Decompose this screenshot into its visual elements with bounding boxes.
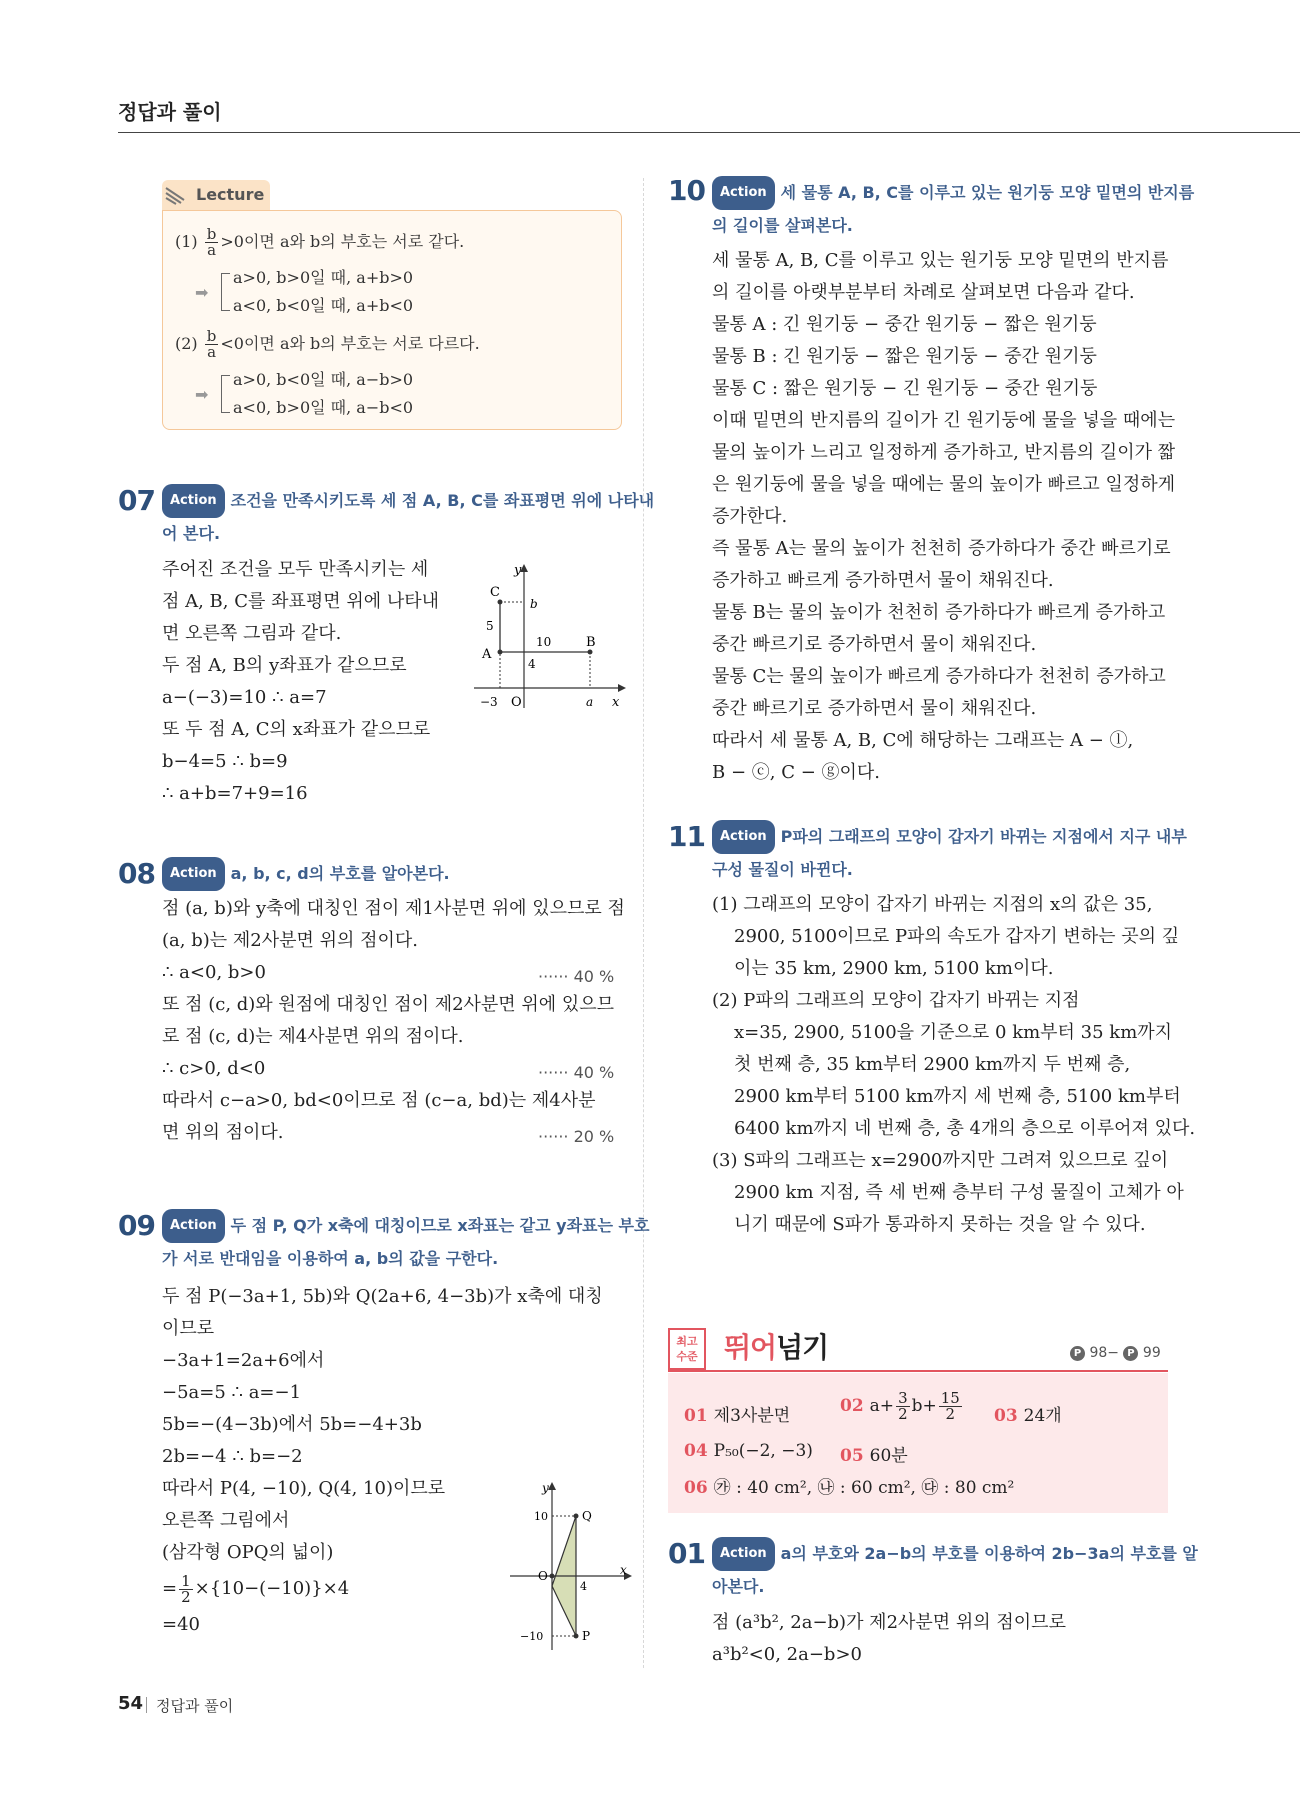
solution-line: 의 길이를 아랫부분부터 차례로 살펴보면 다음과 같다. (712, 282, 1135, 303)
solution-line: −5a=5 ∴ a=−1 (162, 1382, 302, 1403)
frac-num: 15 (940, 1389, 960, 1407)
frac-den: a (207, 241, 217, 259)
solution-line: 니기 때문에 S파가 통과하지 못하는 것을 알 수 있다. (734, 1214, 1146, 1235)
solution-line: 중간 빠르기로 증가하면서 물이 채워진다. (712, 698, 1037, 719)
badge-line-1: 최고 (676, 1335, 698, 1348)
page-number: 54 (118, 1693, 144, 1714)
answer-05 (840, 1441, 908, 1466)
lecture-l1-prefix: (1) (175, 232, 203, 251)
footer-label: 정답과 풀이 (156, 1697, 234, 1715)
solution-line: (3) S파의 그래프는 x=2900까지만 그려져 있으므로 깊이 (712, 1150, 1169, 1171)
s01-solution (712, 1607, 1066, 1671)
solution-line: 세 물통 A, B, C를 이루고 있는 원기둥 모양 밑면의 반지름 (712, 250, 1169, 271)
point-C (498, 600, 503, 605)
badge-line-2: 수준 (676, 1350, 698, 1363)
answers-box (668, 1373, 1168, 1513)
lecture-l2-b: a<0, b>0일 때, a−b<0 (233, 398, 414, 417)
solution-line: 첫 번째 층, 35 km부터 2900 km까지 두 번째 층, (734, 1054, 1131, 1075)
solution-line: 물통 B : 긴 원기둥 − 짧은 원기둥 − 중간 원기둥 (712, 346, 1097, 367)
question-number: 08 (118, 857, 155, 890)
solution-line: 물통 A : 긴 원기둥 − 중간 원기둥 − 짧은 원기둥 (712, 314, 1097, 335)
area-rest: ×{10−(−10)}×4 (194, 1578, 350, 1599)
action-text-1: 두 점 P, Q가 x축에 대칭이므로 x좌표는 같고 y좌표는 부호 (230, 1216, 650, 1235)
frac-den: 2 (945, 1405, 956, 1423)
page-start: 98− (1089, 1345, 1119, 1361)
solution-line: 이는 35 km, 2900 km, 5100 km이다. (734, 958, 1054, 979)
label-neg10: −10 (520, 1630, 544, 1643)
y-axis-arrow (548, 1482, 556, 1490)
point-A (498, 650, 503, 655)
solution-line: 로 점 (c, d)는 제4사분면 위의 점이다. (162, 1026, 464, 1047)
solution-line: 은 원기둥에 물을 넣을 때에는 물의 높이가 빠르고 일정하게 (712, 474, 1176, 495)
solution-line: ∴ c>0, d<0 (162, 1058, 266, 1079)
header-rule (118, 132, 1300, 133)
area-result: =40 (162, 1614, 200, 1635)
answer-number: 03 (994, 1406, 1018, 1426)
answer-03 (994, 1401, 1062, 1426)
title-black: 넘기 (776, 1331, 829, 1364)
label-10: 10 (536, 635, 552, 649)
frac-den: 2 (181, 1587, 191, 1606)
label-P: P (582, 1629, 591, 1643)
label-A: A (482, 647, 492, 662)
action-text-2: 가 서로 반대임을 이용하여 a, b의 값을 구한다. (162, 1249, 499, 1268)
action-badge: Action (162, 484, 225, 518)
arrow-right-icon: ➡ (195, 283, 209, 302)
action-hint (162, 484, 654, 550)
fraction-b-over-a-2 (205, 329, 219, 360)
answer-number: 04 (684, 1441, 708, 1461)
solution-line: 이때 밑면의 반지름의 길이가 긴 원기둥에 물을 넣을 때에는 (712, 410, 1176, 431)
point-O (550, 1574, 555, 1579)
point-Q (574, 1514, 579, 1519)
action-text-2: 아본다. (712, 1577, 765, 1596)
point-P (574, 1634, 579, 1639)
solution-line: 면 오른쪽 그림과 같다. (162, 623, 342, 644)
solution-line: 이므로 (162, 1318, 215, 1339)
bracket (221, 273, 230, 311)
action-text-2: 의 길이를 살펴본다. (712, 216, 853, 235)
action-hint (712, 820, 1187, 886)
action-text-1: 세 물통 A, B, C를 이루고 있는 원기둥 모양 밑면의 반지름 (780, 183, 1195, 202)
solution-line: 즉 물통 A는 물의 높이가 천천히 증가하다가 중간 빠르기로 (712, 538, 1171, 559)
solution-line: 중간 빠르기로 증가하면서 물이 채워진다. (712, 634, 1037, 655)
solution-line: 두 점 A, B의 y좌표가 같으므로 (162, 655, 407, 676)
title-red: 뛰어 (724, 1331, 777, 1364)
x-label: x (620, 1563, 627, 1577)
score-percent: ······ 20 % (538, 1127, 615, 1146)
page-icon: P (1123, 1346, 1138, 1361)
action-text-1: P파의 그래프의 모양이 갑자기 바뀌는 지점에서 지구 내부 (780, 827, 1187, 846)
page-header-title: 정답과 풀이 (118, 100, 222, 124)
solution-line: 6400 km까지 네 번째 층, 총 4개의 층으로 이루어져 있다. (734, 1118, 1196, 1139)
answer-06 (684, 1473, 1014, 1498)
page-icon: P (1070, 1346, 1085, 1361)
solution-line: −3a+1=2a+6에서 (162, 1350, 325, 1371)
answer-04 (684, 1441, 813, 1461)
solution-line: ∴ a<0, b>0 (162, 962, 266, 983)
label-5: 5 (486, 619, 494, 633)
q11-solution (712, 889, 1195, 1241)
lecture-tab (162, 180, 270, 210)
solution-line: 증가하고 빠르게 증가하면서 물이 채워진다. (712, 570, 1054, 591)
action-badge: Action (162, 857, 225, 891)
solution-line: 오른쪽 그림에서 (162, 1510, 290, 1531)
frac-num: b (206, 327, 217, 345)
answer-part: a+ (869, 1396, 895, 1416)
lecture-line-1 (175, 227, 464, 258)
fraction-one-half (179, 1571, 193, 1606)
answer-number: 06 (684, 1478, 708, 1498)
q09-triangle-graph (506, 1480, 636, 1654)
label-b: b (530, 597, 538, 611)
frac-den: a (207, 343, 217, 361)
action-hint (162, 1209, 649, 1275)
action-badge: Action (712, 1537, 775, 1571)
label-4: 4 (580, 1580, 587, 1593)
solution-line: 증가한다. (712, 506, 788, 527)
solution-line: 주어진 조건을 모두 만족시키는 세 (162, 559, 429, 580)
answer-02 (840, 1391, 964, 1422)
action-text-2: 어 본다. (162, 524, 221, 543)
arrow-right-icon: ➡ (195, 385, 209, 404)
section-level-badge (668, 1328, 706, 1370)
answer-01 (684, 1401, 790, 1426)
answer-value: 24개 (1023, 1406, 1062, 1426)
solution-line: (1) 그래프의 모양이 갑자기 바뀌는 지점의 x의 값은 35, (712, 894, 1153, 915)
solution-line: (a, b)는 제2사분면 위의 점이다. (162, 930, 418, 951)
column-divider (643, 178, 644, 1668)
origin-label: O (511, 695, 522, 710)
answer-value: 60분 (869, 1446, 908, 1466)
question-number: 07 (118, 484, 155, 517)
solution-line: 두 점 P(−3a+1, 5b)와 Q(2a+6, 4−3b)가 x축에 대칭 (162, 1286, 603, 1307)
solution-line: (2) P파의 그래프의 모양이 갑자기 바뀌는 지점 (712, 990, 1080, 1011)
action-badge: Action (162, 1209, 225, 1243)
action-text-2: 구성 물질이 바뀐다. (712, 860, 853, 879)
answer-value: 제3사분면 (713, 1406, 791, 1426)
answer-number: 01 (684, 1406, 708, 1426)
x-label: x (612, 695, 620, 710)
q10-solution (712, 245, 1175, 789)
solution-line: x=35, 2900, 5100을 기준으로 0 km부터 35 km까지 (734, 1022, 1173, 1043)
lecture-l1-rest: >0이면 a와 b의 부호는 서로 같다. (220, 232, 465, 251)
fraction-b-over-a-1 (205, 227, 219, 258)
solution-line: B − ⓒ, C − ⓖ이다. (712, 762, 880, 783)
lecture-box (162, 210, 622, 430)
question-number: 01 (668, 1537, 705, 1570)
label-C: C (490, 585, 500, 600)
q07-solution (162, 554, 439, 810)
action-badge: Action (712, 820, 775, 854)
solution-line: 점 A, B, C를 좌표평면 위에 나타내 (162, 591, 440, 612)
point-B (588, 650, 593, 655)
solution-line: 2b=−4 ∴ b=−2 (162, 1446, 303, 1467)
lecture-line-2 (175, 329, 480, 360)
answer-value: P₅₀(−2, −3) (713, 1441, 813, 1461)
solution-line: 5b=−(4−3b)에서 5b=−4+3b (162, 1414, 422, 1435)
label-a: a (586, 695, 594, 709)
label-neg3: −3 (480, 695, 498, 709)
answer-part: b+ (911, 1396, 937, 1416)
solution-line: 점 (a, b)와 y축에 대칭인 점이 제1사분면 위에 있으므로 점 (162, 898, 625, 919)
solution-line: 물통 B는 물의 높이가 천천히 증가하다가 빠르게 증가하고 (712, 602, 1166, 623)
question-number: 10 (668, 174, 705, 207)
fraction-15-2 (939, 1391, 962, 1422)
action-text: a, b, c, d의 부호를 알아본다. (230, 864, 450, 883)
solution-line: 점 (a³b², 2a−b)가 제2사분면 위의 점이므로 (712, 1612, 1066, 1633)
solution-line: 2900 km부터 5100 km까지 세 번째 층, 5100 km부터 (734, 1086, 1181, 1107)
frac-num: b (206, 225, 217, 243)
eq-sign: = (162, 1578, 178, 1599)
q08-solution (162, 893, 625, 1149)
section-title (724, 1326, 828, 1366)
solution-line: 물의 높이가 느리고 일정하게 증가하고, 반지름의 길이가 짧 (712, 442, 1176, 463)
section-page-range (1070, 1345, 1161, 1361)
solution-line: 물통 C는 물의 높이가 빠르게 증가하다가 천천히 증가하고 (712, 666, 1166, 687)
lecture-l2-prefix: (2) (175, 334, 203, 353)
answer-number: 02 (840, 1396, 864, 1416)
action-text-1: 조건을 만족시키도록 세 점 A, B, C를 좌표평면 위에 나타내 (230, 491, 655, 510)
action-badge: Action (712, 176, 775, 210)
solution-line: 또 점 (c, d)와 원점에 대칭인 점이 제2사분면 위에 있으므 (162, 994, 615, 1015)
solution-line: a−(−3)=10 ∴ a=7 (162, 687, 327, 708)
solution-line: 또 두 점 A, C의 x좌표가 같으므로 (162, 719, 431, 740)
solution-line: a³b²<0, 2a−b>0 (712, 1644, 862, 1665)
score-percent: ······ 40 % (538, 967, 615, 986)
solution-line: 따라서 c−a>0, bd<0이므로 점 (c−a, bd)는 제4사분 (162, 1090, 596, 1111)
footer-separator (146, 1697, 147, 1713)
y-label: y (514, 563, 522, 578)
solution-line: (삼각형 OPQ의 넓이) (162, 1542, 334, 1563)
solution-line: 물통 C : 짧은 원기둥 − 긴 원기둥 − 중간 원기둥 (712, 378, 1098, 399)
label-B: B (586, 635, 596, 650)
question-number: 09 (118, 1209, 155, 1242)
origin-label: O (538, 1569, 548, 1583)
solution-line: 면 위의 점이다. (162, 1122, 284, 1143)
solution-line: 2900 km 지점, 즉 세 번째 층부터 구성 물질이 고체가 아 (734, 1182, 1184, 1203)
q07-coordinate-graph (468, 560, 626, 712)
solution-line: 따라서 P(4, −10), Q(4, 10)이므로 (162, 1478, 446, 1499)
solution-line: ∴ a+b=7+9=16 (162, 783, 308, 804)
page-end: 99 (1142, 1345, 1161, 1361)
frac-num: 1 (181, 1571, 191, 1590)
lecture-l2-rest: <0이면 a와 b의 부호는 서로 다르다. (220, 334, 480, 353)
lecture-label: Lecture (196, 185, 265, 204)
lecture-l2-a: a>0, b<0일 때, a−b>0 (233, 370, 414, 389)
pen-icon (162, 182, 190, 206)
bracket (221, 375, 230, 413)
label-4: 4 (528, 657, 536, 671)
action-hint (712, 176, 1194, 242)
solution-line: b−4=5 ∴ b=9 (162, 751, 288, 772)
score-percent: ······ 40 % (538, 1063, 615, 1082)
lecture-l1-a: a>0, b>0일 때, a+b>0 (233, 268, 414, 287)
frac-den: 2 (898, 1405, 908, 1423)
solution-line: 따라서 세 물통 A, B, C에 해당하는 그래프는 A − ⓛ, (712, 730, 1134, 751)
answer-value: ㉮ : 40 cm², ㉯ : 60 cm², ㉰ : 80 cm² (713, 1478, 1015, 1498)
x-axis-arrow (618, 684, 626, 692)
action-text-1: a의 부호와 2a−b의 부호를 이용하여 2b−3a의 부호를 알 (780, 1544, 1198, 1563)
section-rule (668, 1370, 1168, 1372)
action-hint (162, 857, 450, 891)
lecture-l1-b: a<0, b<0일 때, a+b<0 (233, 296, 414, 315)
fraction-3-2 (896, 1391, 910, 1422)
answer-number: 05 (840, 1446, 864, 1466)
label-Q: Q (582, 1509, 592, 1523)
frac-num: 3 (898, 1389, 908, 1407)
label-10: 10 (534, 1510, 548, 1523)
question-number: 11 (668, 820, 705, 853)
solution-line: 2900, 5100이므로 P파의 속도가 갑자기 변하는 곳의 깊 (734, 926, 1180, 947)
y-label: y (542, 1481, 549, 1495)
action-hint (712, 1537, 1198, 1603)
